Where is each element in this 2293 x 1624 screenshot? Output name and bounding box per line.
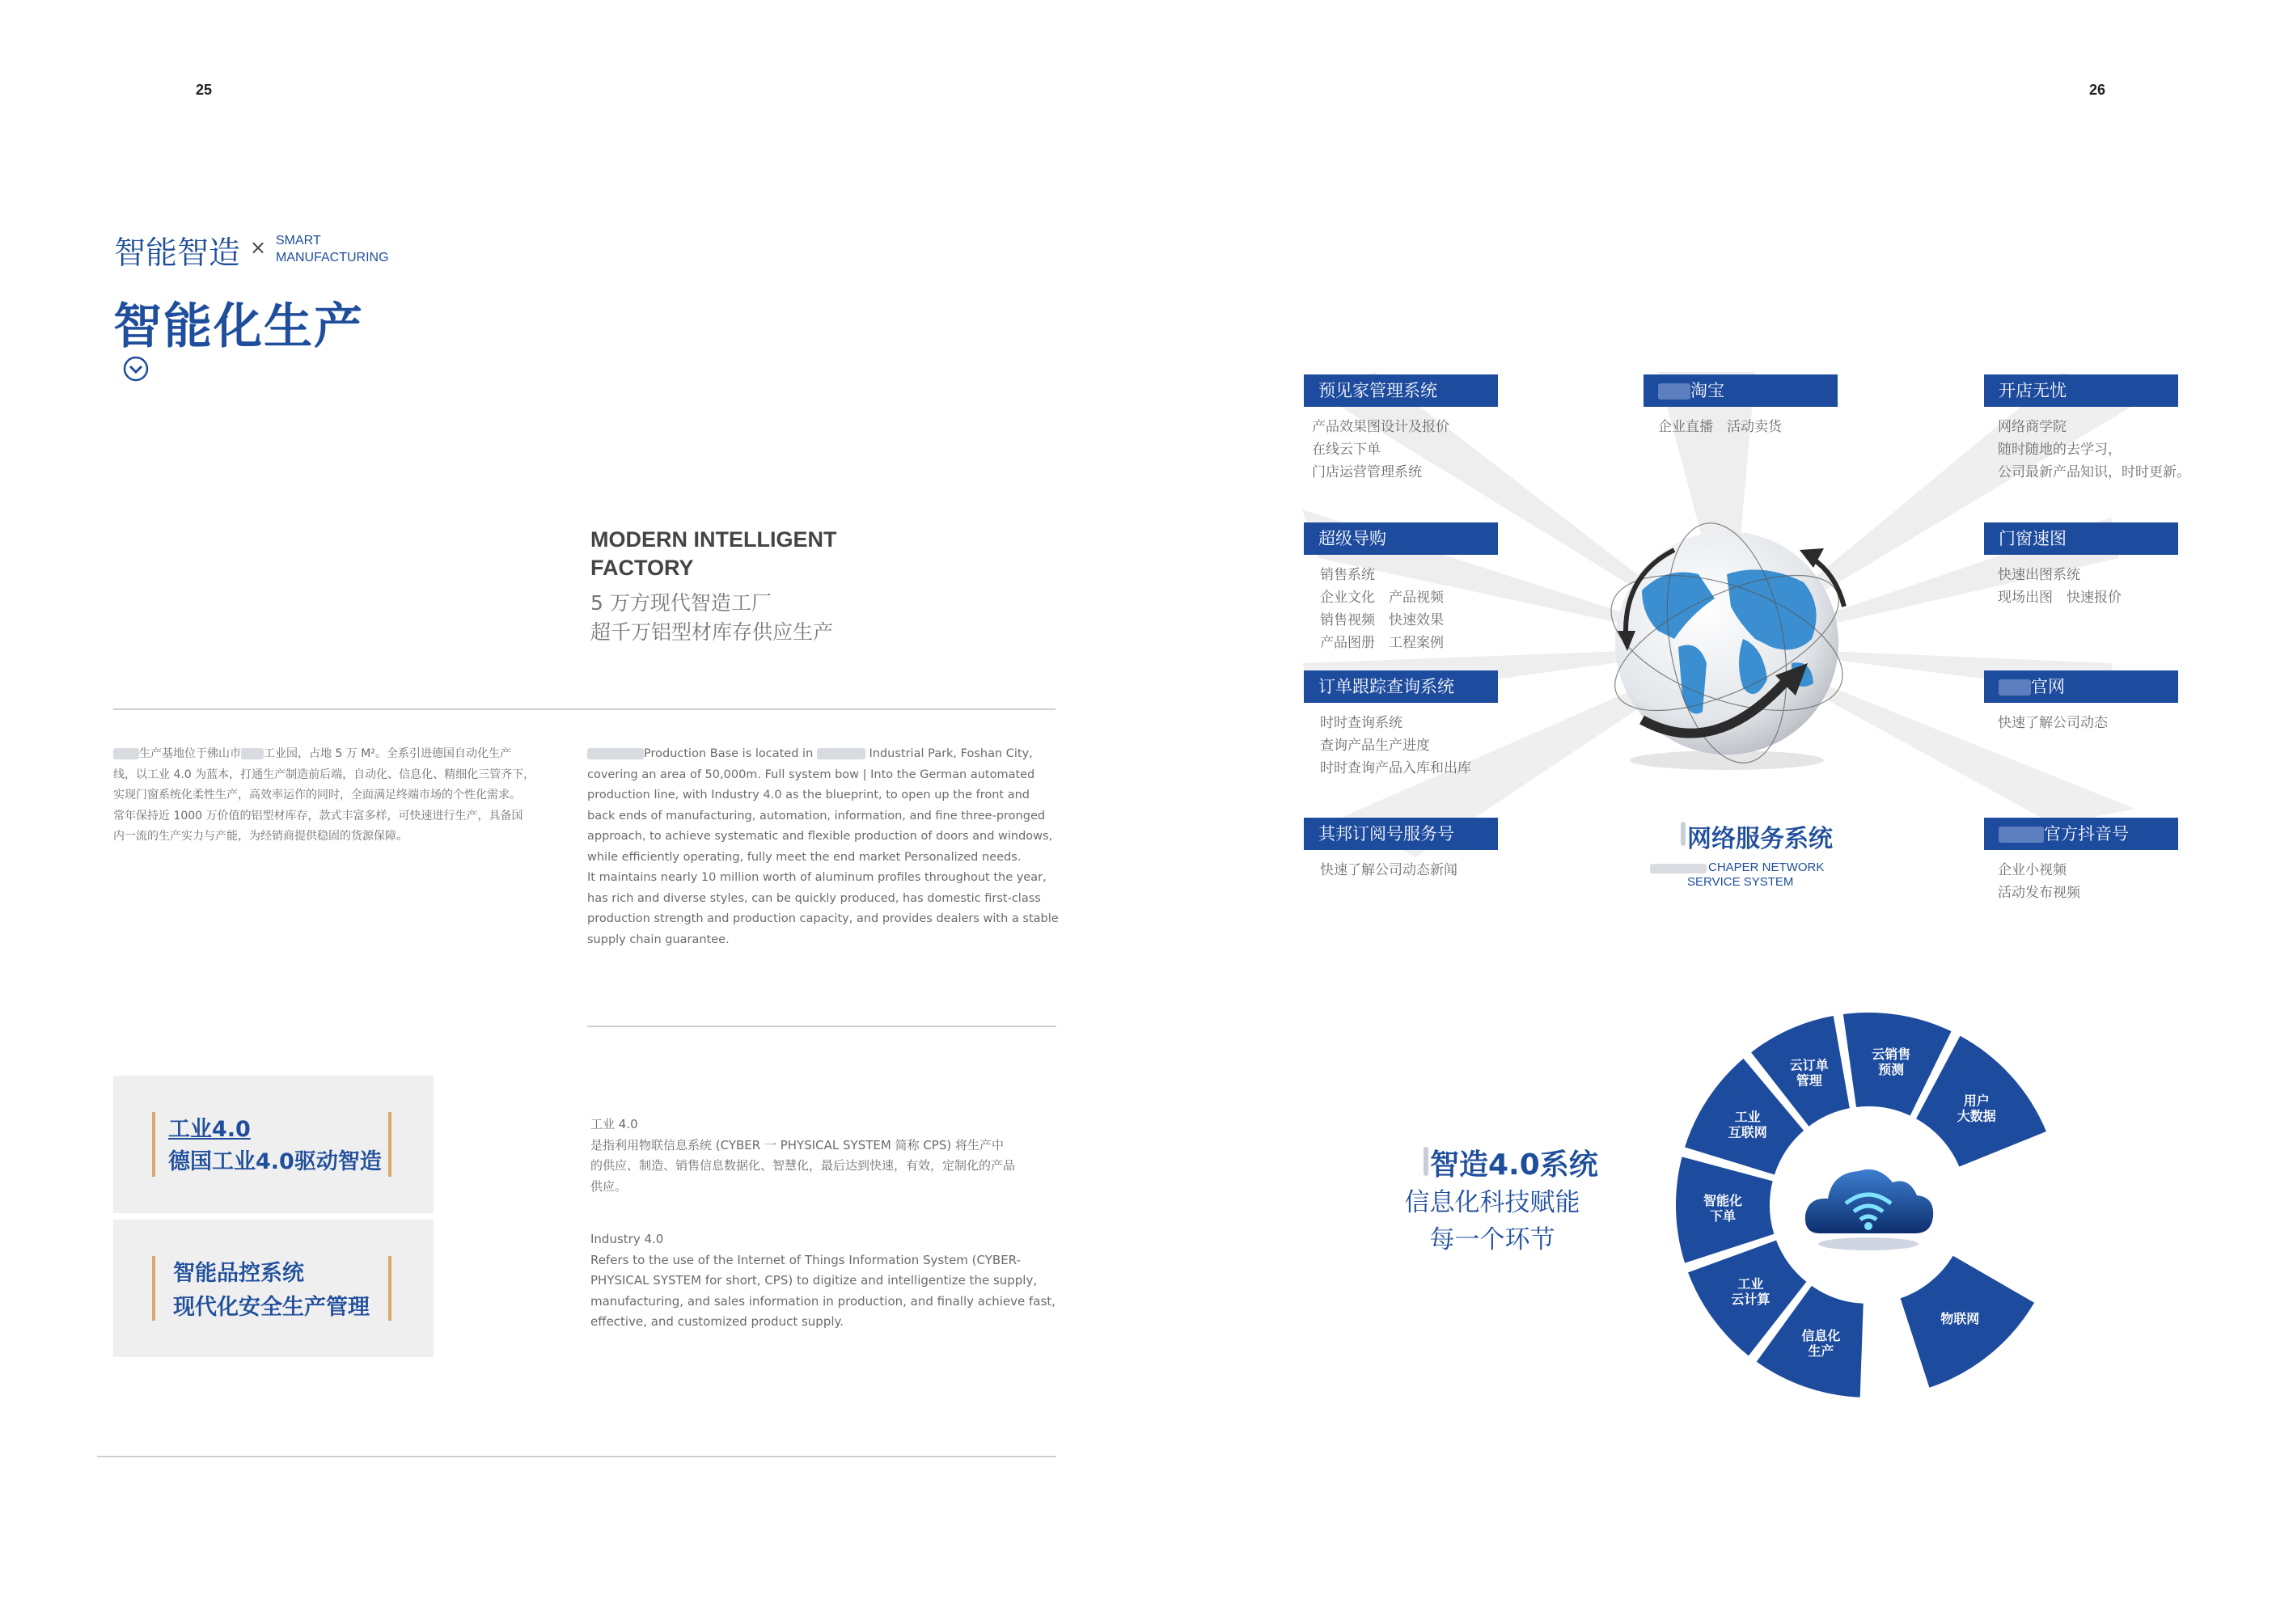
node-dingyuehao-items [1320,859,1457,882]
divider [97,1456,1056,1457]
smart40-title: 智造4.0系统 [1430,1148,1598,1182]
industry-cn-line: 的供应、制造、销售信息数据化、智慧化，最后达到快速，有效，定制化的产品 [590,1158,1016,1173]
network-center-en1: CHAPER NETWORK [1708,861,1825,874]
intro-en-line: Industrial Park, Foshan City, [869,747,1033,760]
node-label: 开店无忧 [1999,381,2067,400]
divider [587,1026,1056,1027]
factory-subtitle-1: 5 万方现代智造工厂 [590,591,772,615]
ring-segment-label: 智能化 [1703,1193,1743,1209]
node-douyin[interactable] [1984,818,2178,850]
intro-cn-line: 实现门窗系统化柔性生产，高效率运作的同时，全面满足终端市场的个性化需求。 [113,789,521,801]
ring-segment-label: 互联网 [1728,1124,1767,1140]
node-menchuang[interactable] [1984,522,2178,555]
node-item: 时时查询产品入库和出库 [1320,760,1471,776]
ring-segment-label: 预测 [1878,1062,1905,1078]
industry-en-line: Refers to the use of the Internet of Things Information System (CYBER- [590,1252,1021,1267]
node-kaidian-items [1998,416,2190,484]
industry-en-line: manufacturing, and sales information in production, and finally achieve fast, [590,1293,1056,1309]
divider [113,708,1056,710]
industry-box-2-line1: 智能品控系统 [173,1261,304,1286]
smart40-sub1: 信息化科技赋能 [1404,1188,1580,1217]
ring-segment-label: 生产 [1808,1343,1834,1360]
ring-segment-label: 云销售 [1872,1047,1911,1063]
page-title: 智能化生产 [113,298,364,355]
chevron-down-icon[interactable] [123,356,147,380]
ring-segment-label: 物联网 [1940,1310,1980,1326]
node-item: 时时查询系统 [1320,715,1402,731]
node-item: 快速了解公司动态新闻 [1320,862,1457,878]
node-item: 网络商学院 [1998,419,2067,435]
node-label: 官方抖音号 [2044,824,2129,844]
node-item: 公司最新产品知识，时时更新。 [1998,464,2190,480]
intro-en-line: supply chain guarantee. [587,933,730,946]
cloud-wifi-icon [1805,1169,1933,1250]
section-x: × [250,236,267,259]
node-taobao-items [1658,416,1782,438]
industry-cn-text [590,1114,1068,1197]
globe-icon [1593,518,1860,776]
page-number-right: 26 [2089,82,2106,98]
node-item: 企业文化 产品视频 [1320,590,1444,606]
node-item: 企业小视频 [1998,862,2067,878]
intro-en-line: It maintains nearly 10 million worth of aluminum profiles throughout the year, [587,871,1047,884]
node-item: 现场出图 快速报价 [1998,590,2122,606]
node-label: 门窗速图 [1999,529,2067,548]
industry-en-title: Industry 4.0 [590,1232,664,1246]
node-label: 订单跟踪查询系统 [1318,677,1454,696]
smart40-ring [1666,1003,2071,1407]
node-label: 其邦订阅号服务号 [1318,824,1454,844]
intro-cn-line: 内一流的生产实力与产能，为经销商提供稳固的货源保障。 [113,830,408,843]
intro-cn-line: 工业园，占地 5 万 M²。全系引进德国自动化生产 [264,747,511,760]
smart40-heading [1375,1142,1610,1258]
node-item: 销售系统 [1320,567,1375,583]
industry-box-1-line1: 工业4.0 [168,1117,251,1142]
node-item: 快速了解公司动态 [1998,715,2108,731]
node-kaidian[interactable] [1984,374,2178,407]
node-label: 超级导购 [1318,529,1386,548]
node-item: 在线云下单 [1312,442,1381,458]
node-item: 产品图册 工程案例 [1320,635,1444,651]
intro-cn [113,744,574,848]
intro-en-line: covering an area of 50,000m. Full system bow | Into the German automated [587,768,1035,781]
node-item: 产品效果图设计及报价 [1312,419,1449,435]
smart40-sub2: 每一个环节 [1429,1225,1555,1254]
network-center-en2: SERVICE SYSTEM [1687,875,1794,889]
industry-box-2 [113,1220,434,1357]
industry-box-2-line2: 现代化安全生产管理 [173,1295,370,1320]
intro-en-line: production strength and production capacity, and provides dealers with a stable [587,912,1059,925]
intro-en-line: while efficiently operating, fully meet the end market Personalized needs. [587,850,1022,864]
factory-subtitle [590,589,833,647]
intro-en-line: back ends of manufacturing, automation, information, and fine three-pronged [587,809,1046,823]
node-item: 企业直播 活动卖货 [1658,419,1782,435]
intro-en-line: production line, with Industry 4.0 as the blueprint, to open up the front and [587,789,1030,801]
industry-cn-title: 工业 4.0 [590,1117,638,1131]
node-label: 官网 [2031,677,2065,696]
node-chaoji-items [1320,564,1444,654]
factory-title [590,526,837,582]
factory-subtitle-2: 超千万铝型材库存供应生产 [590,620,834,644]
intro-cn-line: 常年保持近 1000 万价值的铝型材库存，款式丰富多样，可快速进行生产，具备国 [113,809,523,823]
ring-segment-label: 信息化 [1801,1328,1841,1344]
node-yujianjia[interactable] [1304,374,1498,407]
intro-cn-line: 生产基地位于佛山市 [139,747,241,760]
node-item: 门店运营管理系统 [1312,464,1422,480]
industry-cn-line: 是指利用物联信息系统 (CYBER 一 PHYSICAL SYSTEM 简称 CPS) 将生产中 [590,1137,1004,1152]
node-guanwang-items [1998,712,2108,734]
intro-en [587,744,1064,950]
ring-segment-label: 下单 [1710,1208,1737,1224]
section-title-cn: 智能智造 [114,235,241,272]
node-guanwang[interactable] [1984,670,2178,703]
industry-box-1 [113,1076,434,1213]
node-chaoji[interactable] [1304,522,1498,555]
node-item: 活动发布视频 [1998,885,2080,901]
ring-segment-label: 用户 [1963,1093,1990,1109]
node-item: 查询产品生产进度 [1320,738,1430,754]
ring-segment-label: 云订单 [1789,1057,1829,1073]
industry-en-text [590,1229,1068,1333]
node-dingdan[interactable] [1304,670,1498,703]
industry-cn-line: 供应。 [590,1178,628,1194]
node-yujianjia-items [1312,416,1449,484]
industry-box-1-line2: 德国工业4.0驱动智造 [168,1149,382,1174]
network-center-title: 网络服务系统 [1687,825,1833,853]
intro-en-line: has rich and diverse styles, can be quickly produced, has domestic first-class [587,891,1041,905]
node-item: 快速出图系统 [1998,567,2080,583]
intro-en-line: Production Base is located in [644,747,814,760]
node-douyin-items [1998,859,2080,904]
node-label: 淘宝 [1690,381,1724,400]
industry-en-line: effective, and customized product supply. [590,1314,844,1329]
node-item: 随时随地的去学习， [1998,442,2122,458]
ring-segment-label: 大数据 [1957,1108,1996,1124]
intro-en-line: approach, to achieve systematic and flexible production of doors and windows, [587,830,1053,843]
ring-segment-label: 云计算 [1731,1291,1771,1307]
node-dingyuehao[interactable] [1304,818,1498,850]
node-taobao[interactable] [1644,374,1838,407]
node-menchuang-items [1998,564,2122,609]
ring-segment-label: 管理 [1796,1072,1822,1089]
section-title-en-1: SMART [276,234,321,247]
section-title-en-2: MANUFACTURING [276,251,389,264]
industry-en-line: PHYSICAL SYSTEM for short, CPS) to digitize and intelligentize the supply, [590,1273,1038,1288]
ring-segment-label: 工业 [1737,1275,1764,1292]
intro-cn-line: 线，以工业 4.0 为蓝本，打通生产制造前后端，自动化、信息化、精细化三管齐下， [113,768,535,781]
ring-segment-label: 工业 [1734,1109,1761,1125]
node-dingdan-items [1320,712,1471,780]
factory-title-line2: FACTORY [590,556,694,580]
node-label: 预见家管理系统 [1318,381,1437,400]
node-item: 销售视频 快速效果 [1320,612,1444,628]
factory-title-line1: MODERN INTELLIGENT [590,527,837,552]
page-number-left: 25 [196,82,213,98]
